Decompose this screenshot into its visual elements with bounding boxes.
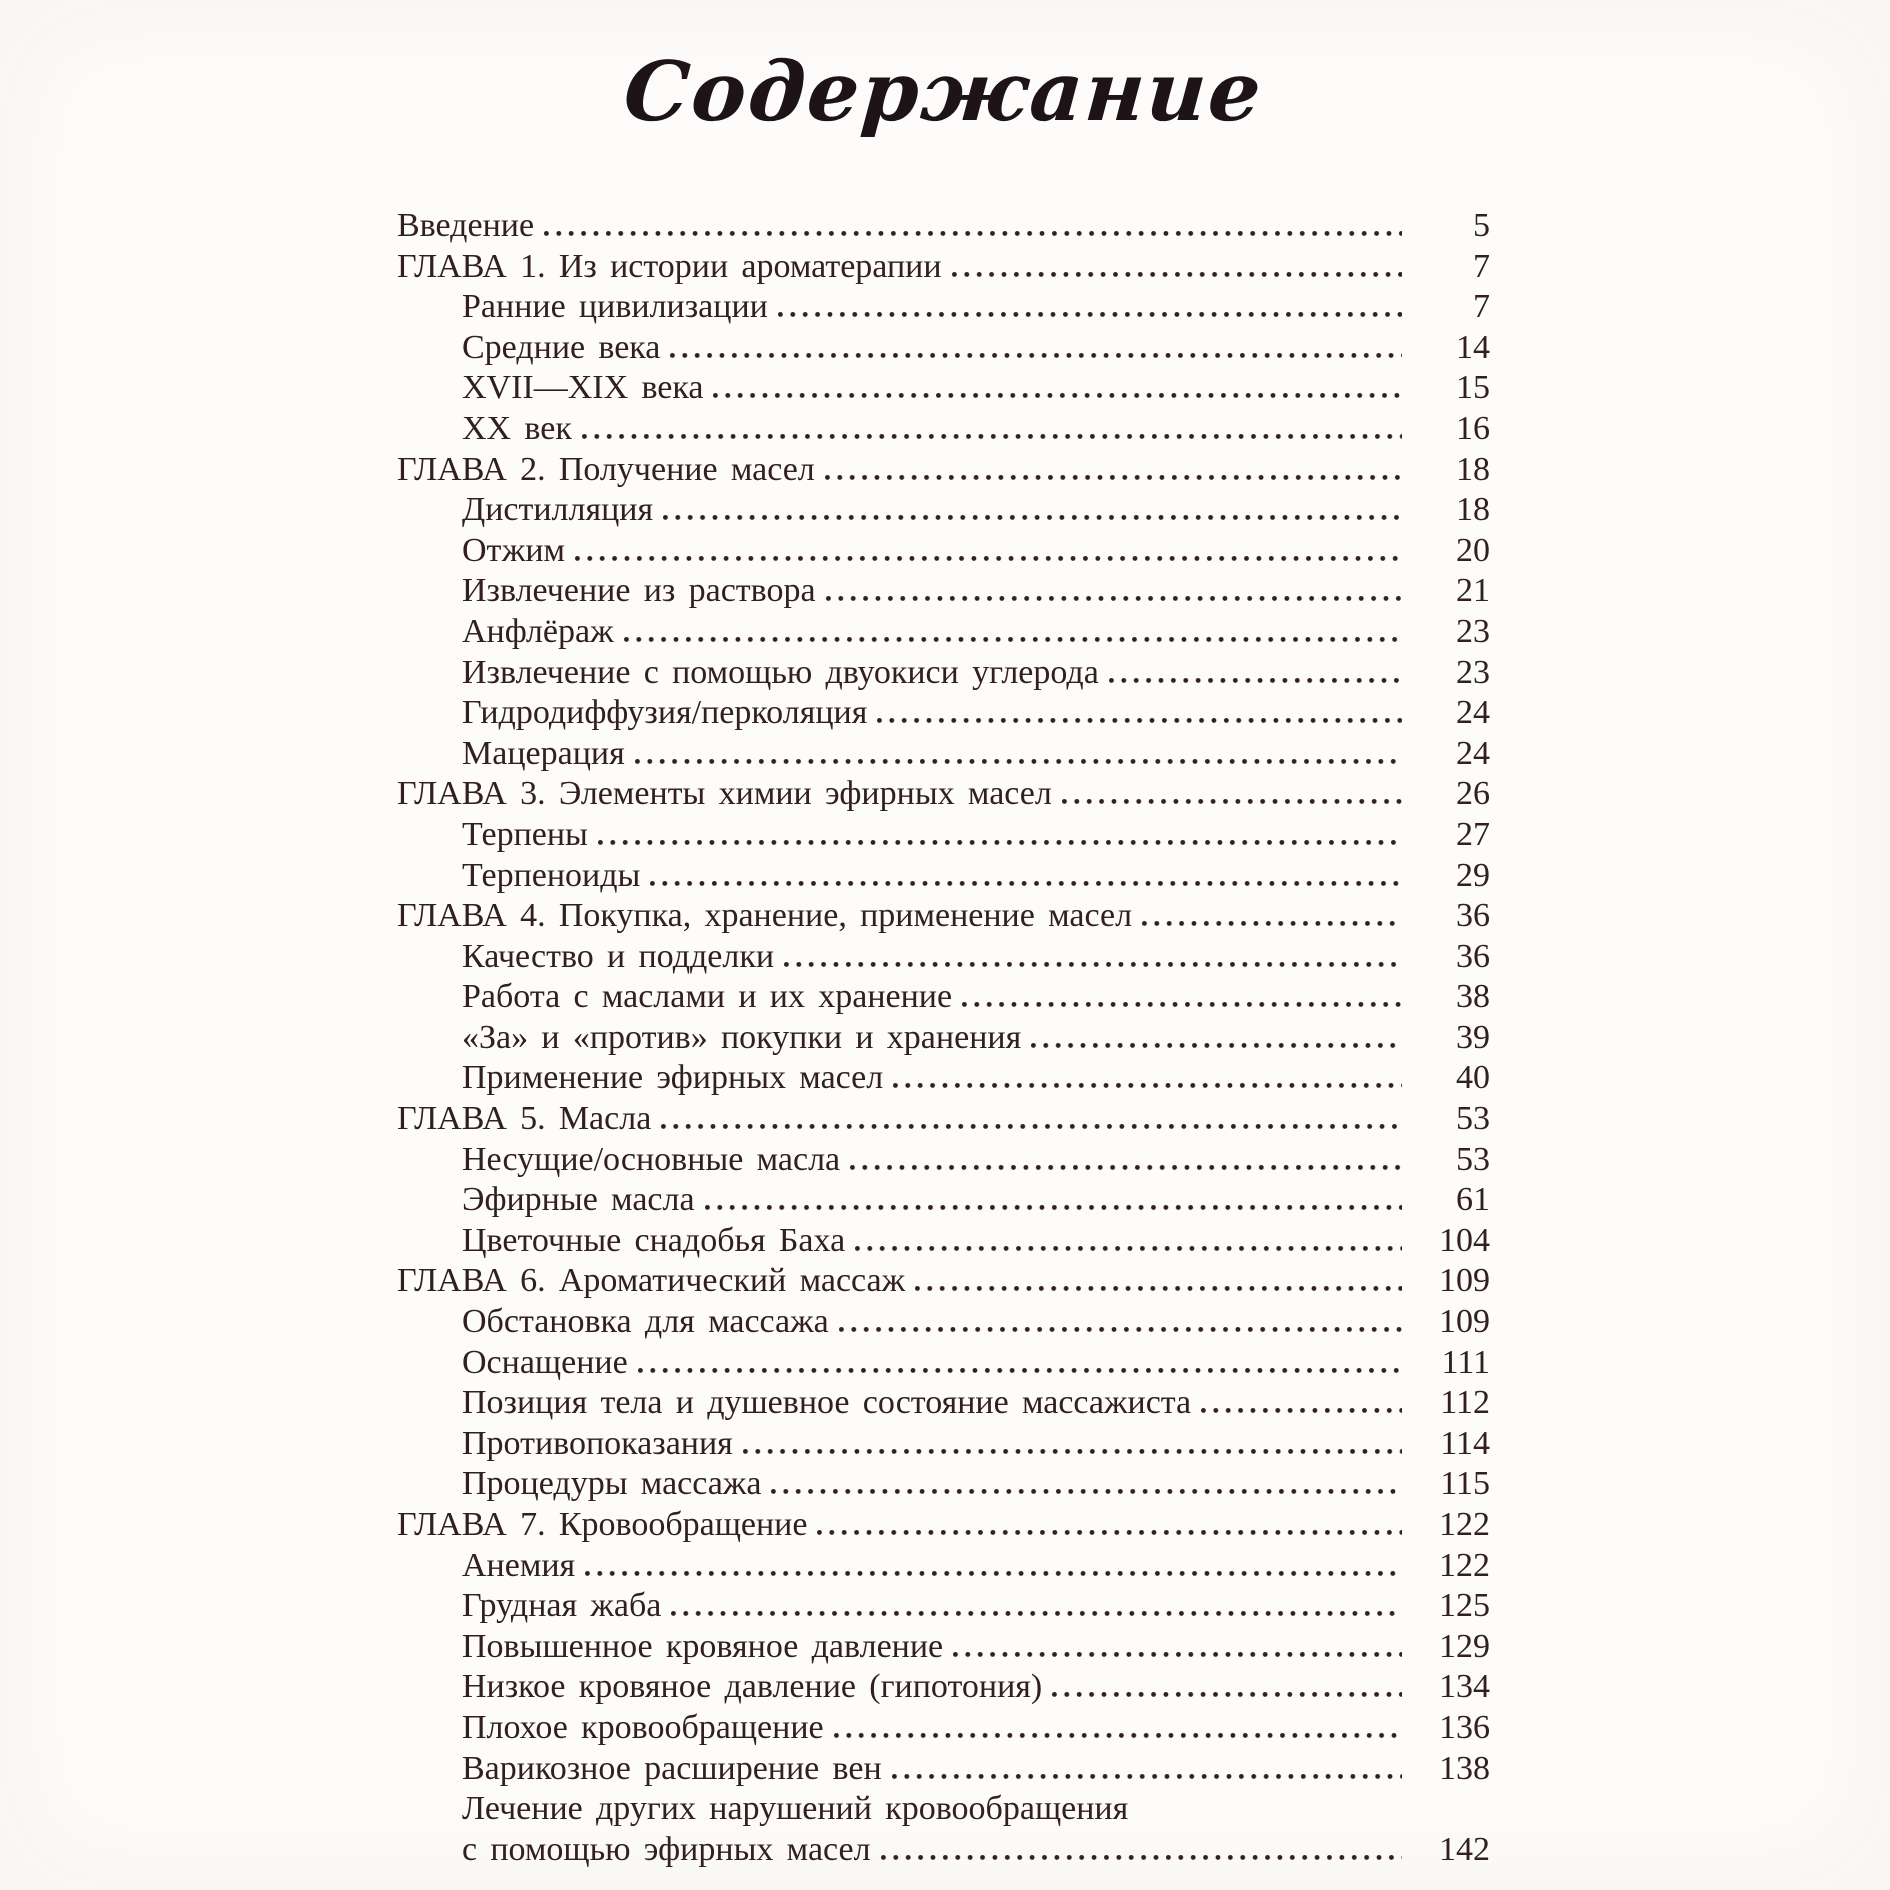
dot-leader: [893, 1083, 1402, 1088]
dot-leader: [826, 596, 1402, 601]
toc-entry-label: ГЛАВА 6. Ароматический массаж: [397, 1262, 906, 1300]
dot-leader: [817, 1530, 1402, 1535]
toc-entry: [397, 1708, 1490, 1749]
toc-entry-label: Противопоказания: [462, 1424, 733, 1462]
dot-leader: [598, 840, 1402, 845]
toc-entry-page: 15: [1456, 369, 1490, 407]
toc-entry-page: 115: [1440, 1465, 1490, 1503]
toc-entry: [397, 1505, 1490, 1546]
dot-leader: [850, 1165, 1402, 1170]
toc-entry-page: 53: [1456, 1100, 1490, 1138]
toc-entry-label: Терпеноиды: [462, 856, 641, 894]
toc-entry: [397, 571, 1490, 612]
toc-entry-label: Лечение других нарушений кровообращения: [462, 1790, 1129, 1828]
toc-entry-page: 122: [1439, 1506, 1490, 1543]
dot-leader: [778, 312, 1402, 317]
toc-entry-label: Применение эфирных масел: [462, 1059, 884, 1097]
toc-entry: [397, 287, 1490, 328]
toc-entry-page: 23: [1456, 653, 1490, 691]
toc-entry: [397, 409, 1490, 450]
dot-leader: [839, 1327, 1402, 1332]
toc-entry-page: 21: [1456, 572, 1490, 610]
toc-entry-label: XX век: [462, 409, 572, 447]
toc-entry-label: Низкое кровяное давление (гипотония): [462, 1668, 1043, 1706]
dot-leader: [962, 1002, 1402, 1007]
toc-entry-label: ГЛАВА 3. Элементы химии эфирных масел: [397, 775, 1052, 813]
toc-entry-page: 14: [1456, 328, 1490, 366]
dot-leader: [855, 1246, 1402, 1251]
toc-entry-page: 16: [1456, 409, 1490, 447]
dot-leader: [670, 353, 1402, 358]
toc-entry: [397, 896, 1490, 937]
dot-leader: [1109, 678, 1402, 683]
toc-entry: [397, 1383, 1490, 1424]
toc-entry-page: 7: [1473, 288, 1490, 326]
toc-entry-label: Терпены: [462, 815, 588, 853]
toc-entry-page: 18: [1456, 491, 1490, 529]
toc-list: [397, 206, 1490, 1870]
toc-entry-label: Повышенное кровяное давление: [462, 1627, 944, 1665]
toc-entry-page: 5: [1473, 207, 1490, 244]
toc-entry: [397, 612, 1490, 653]
dot-leader: [585, 1571, 1402, 1576]
toc-entry: [397, 1302, 1490, 1343]
toc-entry-label: Оснащение: [462, 1343, 628, 1381]
toc-entry-page: 109: [1439, 1303, 1490, 1341]
toc-entry-label: Введение: [397, 207, 535, 244]
toc-entry-page: 129: [1439, 1627, 1490, 1665]
toc-entry-label: Позиция тела и душевное состояние массажиста: [462, 1384, 1192, 1422]
dot-leader: [1062, 799, 1402, 804]
toc-entry: [397, 1343, 1490, 1384]
toc-entry: [397, 937, 1490, 978]
toc-entry-page: 109: [1439, 1262, 1490, 1300]
toc-entry-label: Качество и подделки: [462, 937, 775, 975]
dot-leader: [1052, 1692, 1402, 1697]
dot-leader: [663, 515, 1402, 520]
toc-entry: [397, 450, 1490, 491]
toc-entry: [397, 247, 1490, 288]
toc-entry: [397, 328, 1490, 369]
toc-entry-page: 38: [1456, 978, 1490, 1016]
toc-entry: [397, 1464, 1490, 1505]
toc-content: [397, 0, 1490, 1870]
toc-entry-page: 26: [1456, 775, 1490, 813]
toc-entry: [397, 368, 1490, 409]
toc-entry-page: 23: [1456, 612, 1490, 650]
toc-entry-label: Анфлёраж: [462, 612, 614, 650]
toc-entry-label: с помощью эфирных масел: [462, 1830, 871, 1868]
toc-entry-page: 61: [1456, 1181, 1490, 1219]
dot-leader: [881, 1855, 1402, 1860]
dot-leader: [877, 718, 1402, 723]
dot-leader: [834, 1733, 1402, 1738]
toc-entry-label: ГЛАВА 4. Покупка, хранение, применение масел: [397, 897, 1133, 935]
toc-entry-label: Дистилляция: [462, 491, 654, 529]
dot-leader: [1201, 1408, 1402, 1413]
dot-leader: [784, 962, 1402, 967]
page-title: Содержание: [621, 44, 1266, 140]
toc-entry-page: 136: [1439, 1708, 1490, 1746]
toc-entry-label: «За» и «против» покупки и хранения: [462, 1018, 1022, 1056]
toc-entry-page: 36: [1456, 897, 1490, 935]
toc-entry-page: 27: [1456, 815, 1490, 853]
toc-entry-page: 29: [1456, 856, 1490, 894]
toc-entry-page: 138: [1439, 1749, 1490, 1787]
toc-entry: [397, 977, 1490, 1018]
toc-entry-label: Работа с маслами и их хранение: [462, 978, 953, 1016]
toc-entry: [397, 815, 1490, 856]
dot-leader: [713, 393, 1402, 398]
toc-entry-page: 142: [1439, 1830, 1490, 1868]
dot-leader: [1142, 921, 1402, 926]
toc-entry-label: Цветочные снадобья Баха: [462, 1221, 846, 1259]
toc-entry-page: 20: [1456, 531, 1490, 569]
dot-leader: [624, 637, 1402, 642]
toc-entry-label: Отжим: [462, 531, 566, 569]
dot-leader: [743, 1449, 1402, 1454]
toc-entry: [397, 653, 1490, 694]
dot-leader: [650, 881, 1402, 886]
toc-entry: [397, 1667, 1490, 1708]
toc-entry: [397, 206, 1490, 247]
toc-entry-page: 24: [1456, 734, 1490, 772]
toc-entry-page: 7: [1473, 247, 1490, 285]
toc-entry: [397, 1058, 1490, 1099]
toc-entry-label: Плохое кровообращение: [462, 1708, 824, 1746]
toc-entry-label: ГЛАВА 5. Масла: [397, 1100, 652, 1138]
toc-entry-label: Эфирные масла: [462, 1181, 695, 1219]
toc-entry: [397, 693, 1490, 734]
toc-entry: [397, 1830, 1490, 1871]
toc-entry: [397, 1749, 1490, 1790]
toc-entry-page: 104: [1439, 1221, 1490, 1259]
toc-entry: [397, 1789, 1490, 1830]
toc-entry-page: 24: [1456, 694, 1490, 732]
toc-entry: [397, 1546, 1490, 1587]
toc-entry: [397, 1627, 1490, 1668]
dot-leader: [635, 759, 1402, 764]
toc-entry: [397, 490, 1490, 531]
dot-leader: [705, 1205, 1402, 1210]
dot-leader: [953, 1652, 1402, 1657]
toc-entry: [397, 1018, 1490, 1059]
toc-entry-label: Варикозное расширение вен: [462, 1749, 882, 1787]
toc-entry-label: Средние века: [462, 328, 661, 366]
toc-entry: [397, 1586, 1490, 1627]
dot-leader: [582, 434, 1402, 439]
toc-entry: [397, 1221, 1490, 1262]
dot-leader: [671, 1611, 1402, 1616]
toc-entry-page: 112: [1440, 1384, 1490, 1422]
dot-leader: [638, 1368, 1402, 1373]
toc-entry-label: Извлечение с помощью двуокиси углерода: [462, 653, 1099, 691]
toc-entry-page: 125: [1439, 1587, 1490, 1625]
toc-entry-page: 53: [1456, 1140, 1490, 1178]
toc-entry-page: 122: [1439, 1546, 1490, 1584]
toc-entry-label: Гидродиффузия/перколяция: [462, 694, 868, 732]
toc-entry-label: Анемия: [462, 1546, 576, 1584]
toc-entry: [397, 1099, 1490, 1140]
toc-entry: [397, 856, 1490, 897]
dot-leader: [825, 475, 1402, 480]
toc-entry-label: ГЛАВА 7. Кровообращение: [397, 1506, 808, 1543]
toc-entry: [397, 1140, 1490, 1181]
toc-entry-label: Несущие/основные масла: [462, 1140, 841, 1178]
dot-leader: [892, 1774, 1402, 1779]
toc-entry-page: 111: [1441, 1343, 1490, 1381]
toc-entry: [397, 1424, 1490, 1465]
toc-entry-page: 18: [1456, 450, 1490, 488]
toc-entry-label: Процедуры массажа: [462, 1465, 762, 1503]
toc-entry-page: 36: [1456, 937, 1490, 975]
toc-entry-label: ГЛАВА 2. Получение масел: [397, 450, 815, 488]
toc-entry: [397, 1261, 1490, 1302]
toc-entry-label: ГЛАВА 1. Из истории ароматерапии: [397, 247, 942, 285]
toc-entry: [397, 1180, 1490, 1221]
dot-leader: [1031, 1043, 1402, 1048]
toc-entry-label: Обстановка для массажа: [462, 1303, 829, 1341]
dot-leader: [915, 1286, 1402, 1291]
toc-entry-page: 114: [1440, 1424, 1490, 1462]
toc-entry-page: 134: [1439, 1668, 1490, 1706]
dot-leader: [544, 231, 1402, 236]
toc-entry-label: Грудная жаба: [462, 1587, 662, 1625]
dot-leader: [661, 1124, 1402, 1129]
toc-entry-label: Мацерация: [462, 734, 625, 772]
dot-leader: [575, 556, 1402, 561]
toc-entry: [397, 774, 1490, 815]
dot-leader: [952, 272, 1402, 277]
toc-entry: [397, 734, 1490, 775]
toc-entry-label: Извлечение из раствора: [462, 572, 816, 610]
toc-entry-page: 39: [1456, 1018, 1490, 1056]
dot-leader: [771, 1489, 1402, 1494]
toc-entry-label: Ранние цивилизации: [462, 288, 768, 326]
toc-entry: [397, 531, 1490, 572]
toc-entry-page: 40: [1456, 1059, 1490, 1097]
toc-entry-label: XVII—XIX века: [462, 369, 704, 407]
